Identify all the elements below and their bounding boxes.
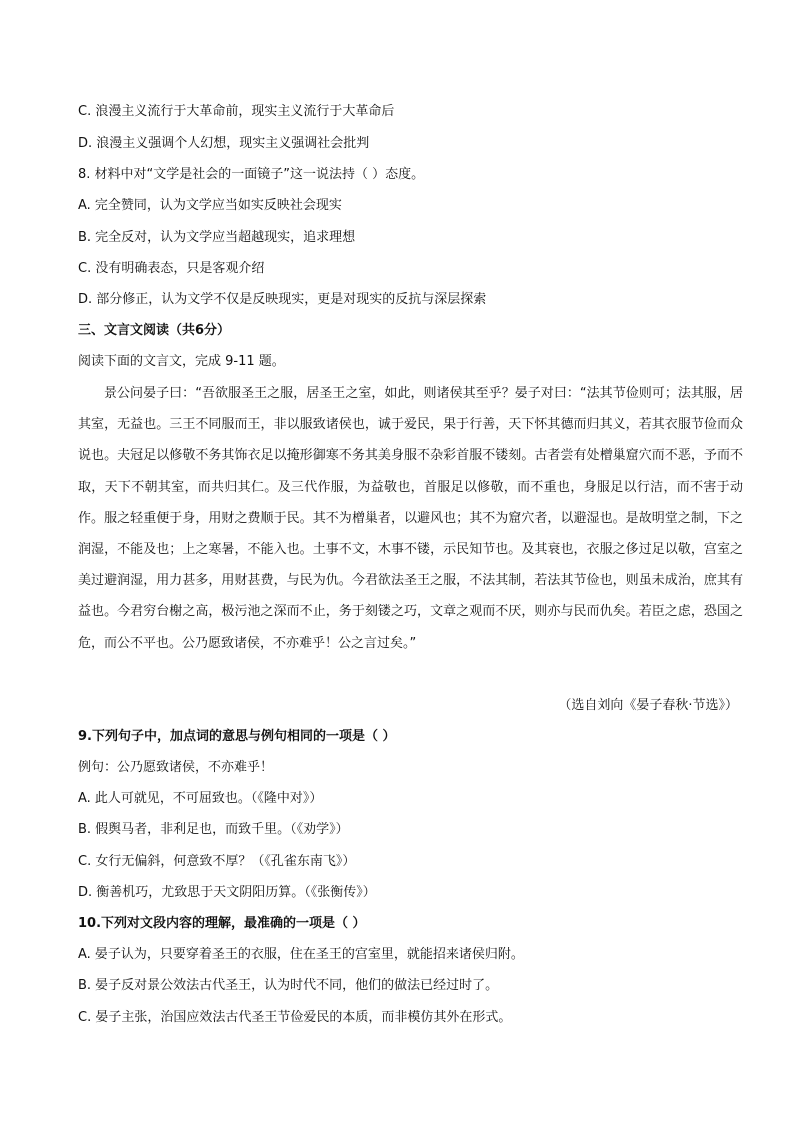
q10-option-b: B. 晏子反对景公效法古代圣王，认为时代不同，他们的做法已经过时了。 xyxy=(78,978,499,993)
q9-option-a: A. 此人可就见，不可屈致也。（《隆中对》） xyxy=(78,791,323,806)
q10-stem: 10.下列对文段内容的理解，最准确的一项是（ ） xyxy=(78,916,366,931)
q7-option-c: C. 浪漫主义流行于大革命前，现实主义流行于大革命后 xyxy=(78,104,395,119)
q9-option-c: C. 女行无偏斜，何意致不厚？（《孔雀东南飞》） xyxy=(78,854,356,869)
q8-option-d: D. 部分修正，认为文学不仅是反映现实，更是对现实的反抗与深层探索 xyxy=(78,292,487,307)
section-heading: 三、文言文阅读（共6分） xyxy=(78,323,231,338)
q8-option-b: B. 完全反对，认为文学应当超越现实，追求理想 xyxy=(78,230,356,245)
q10-option-a: A. 晏子认为，只要穿着圣王的衣服，住在圣王的宫室里，就能招来诸侯归附。 xyxy=(78,947,524,962)
passage-source: （选自刘向《晏子春秋·节选》） xyxy=(558,698,738,713)
q8-stem: 8. 材料中对“文学是社会的一面镜子”这一说法持（ ）态度。 xyxy=(78,167,425,182)
classical-passage: 景公问晏子曰：“吾欲服圣王之服，居圣王之室，如此，则诸侯其至乎？晏子对曰：“法其节俭则可；法其服，居其室，无益也。三王不同服而王，非以服致诸侯也，诚于爱民，果于行善，天下怀其德而归其义，若其衣服节俭而众说也。夫冠足以修敬不务其饰衣足以掩形御寒不务其美身服不杂彩首服不镂刻。古者尝有处橧巢窟穴而不恶，予而不取，天下不朝其室，而共归其仁。及三代作服，为益敬也，首服足以修敬，而不重也，身服足以行洁，而不害于动作。服之轻重便于身，用财之费顺于民。其不为橧巢者，以避风也；其不为窟穴者，以避湿也。是故明堂之制，下之润湿，不能及也；上之寒暑，不能入也。土事不文，木事不镂，示民知节也。及其衰也，衣服之侈过足以敬，宫室之美过避润湿，用力甚多，用财甚费，与民为仇。今君欲法圣王之服，不法其制，若法其节俭也，则虽未成治，庶其有益也。今君穷台榭之高，极污池之深而不止，务于刻镂之巧，文章之观而不厌，则亦与民而仇矣。若臣之虑，恐国之危，而公不平也。公乃愿致诸侯，不亦难乎！公之言过矣。” xyxy=(78,386,743,651)
q8-option-c: C. 没有明确表态，只是客观介绍 xyxy=(78,261,265,276)
q9-stem: 9.下列句子中，加点词的意思与例句相同的一项是（ ） xyxy=(78,729,396,744)
q8-option-a: A. 完全赞同，认为文学应当如实反映社会现实 xyxy=(78,198,342,213)
reading-instruction: 阅读下面的文言文，完成 9-11 题。 xyxy=(78,354,285,369)
q7-option-d: D. 浪漫主义强调个人幻想，现实主义强调社会批判 xyxy=(78,136,370,151)
q9-example: 例句：公乃愿致诸侯，不亦难乎！ xyxy=(78,760,274,775)
q9-option-d: D. 衡善机巧，尤致思于天文阴阳历算。（《张衡传》） xyxy=(78,885,376,900)
q9-option-b: B. 假舆马者，非利足也，而致千里。（《劝学》） xyxy=(78,822,349,837)
q10-option-c: C. 晏子主张，治国应效法古代圣王节俭爱民的本质，而非模仿其外在形式。 xyxy=(78,1010,512,1025)
